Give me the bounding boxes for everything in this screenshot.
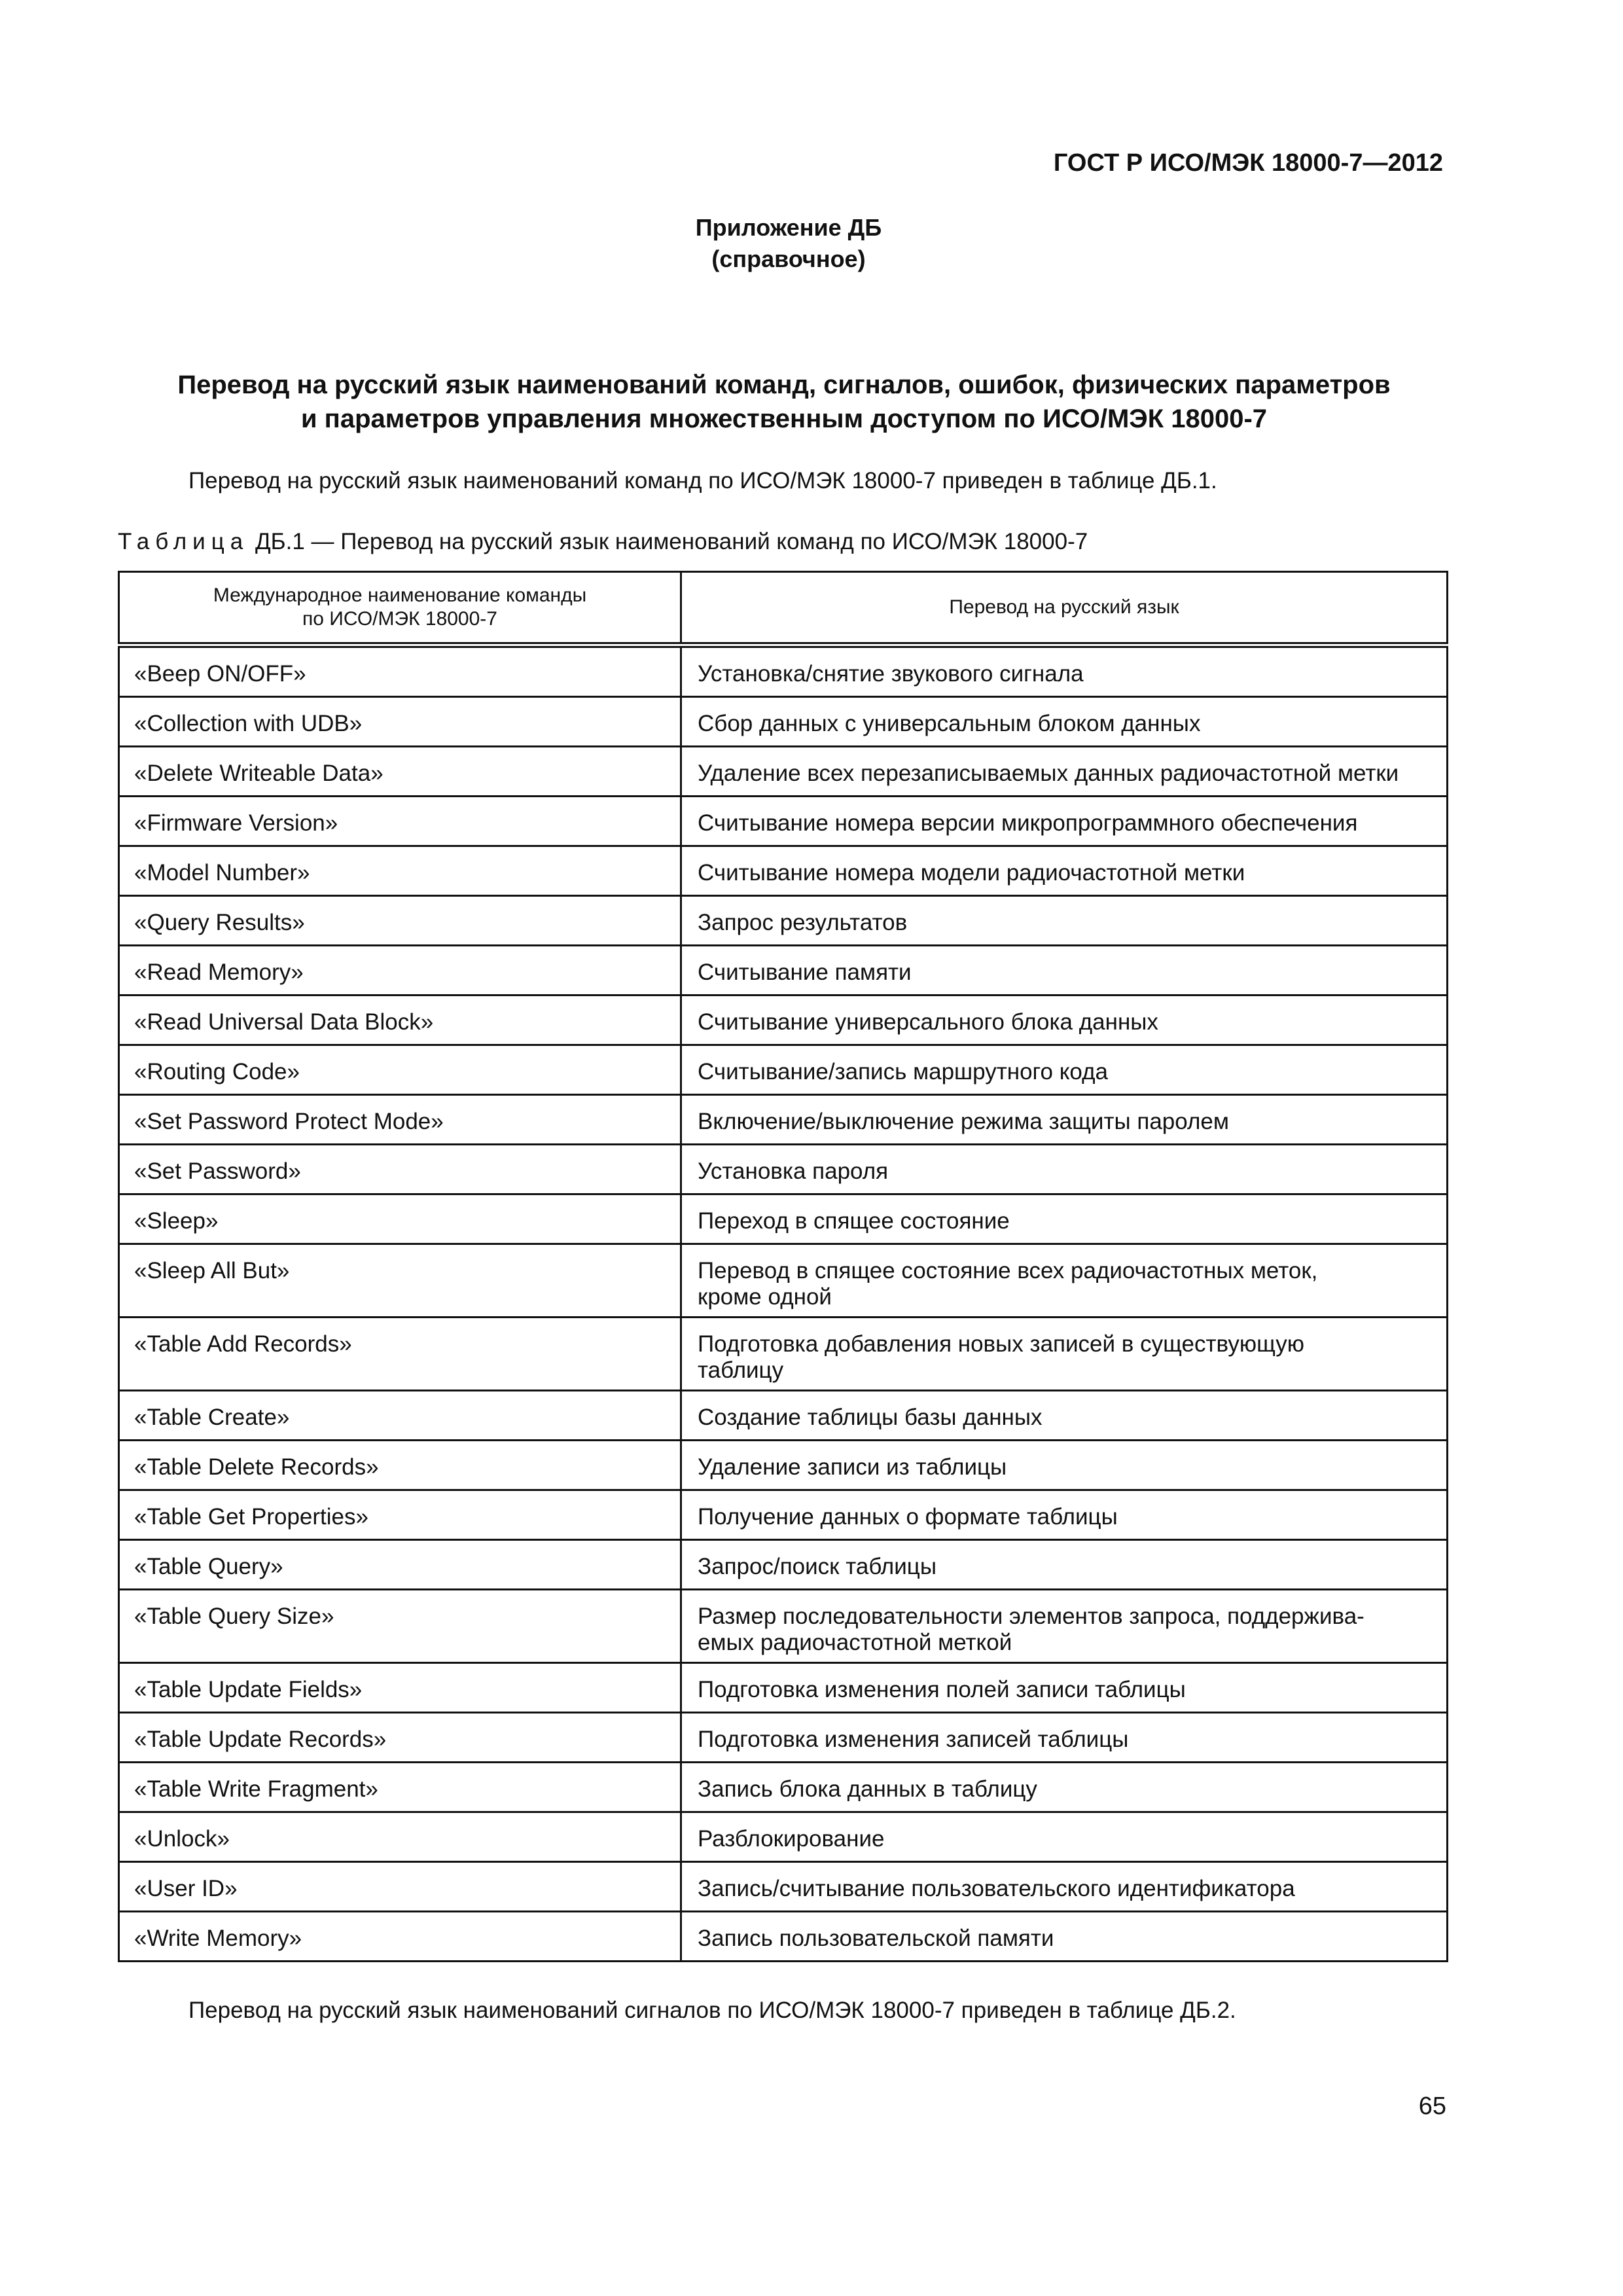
command-name-cell: «User ID» — [119, 1862, 681, 1912]
translation-line: Установка/снятие звукового сигнала — [698, 661, 1084, 687]
translation-line: Запрос результатов — [698, 910, 908, 935]
title-line-1: Перевод на русский язык наименований команд, сигналов, ошибок, физических параметров — [177, 370, 1391, 399]
table-row — [119, 1391, 1448, 1441]
translation-line-continued: таблицу — [698, 1357, 784, 1383]
table-row — [119, 1490, 1448, 1540]
translation-line: Считывание номера модели радиочастотной метки — [698, 860, 1245, 886]
translation-line: Считывание/запись маршрутного кода — [698, 1059, 1109, 1085]
translation-line: Подготовка добавления новых записей в существующую — [698, 1331, 1305, 1357]
command-translation-cell — [681, 1663, 1448, 1713]
command-name-cell: «Write Memory» — [119, 1912, 681, 1962]
command-translation-cell — [681, 1145, 1448, 1194]
table-row — [119, 697, 1448, 747]
command-name-cell: «Table Query» — [119, 1540, 681, 1590]
command-name-cell: «Query Results» — [119, 896, 681, 946]
command-translation-cell — [681, 1318, 1448, 1391]
command-translation-cell — [681, 1713, 1448, 1763]
table-row — [119, 797, 1448, 846]
command-name-cell: «Beep ON/OFF» — [119, 645, 681, 697]
translation-line: Разблокирование — [698, 1826, 885, 1852]
table-caption — [118, 529, 1088, 555]
command-name-cell: «Table Delete Records» — [119, 1441, 681, 1490]
command-name-cell: «Set Password Protect Mode» — [119, 1095, 681, 1145]
command-translation-cell — [681, 1045, 1448, 1095]
appendix-label: Приложение ДБ — [695, 214, 882, 241]
translation-line: Удаление записи из таблицы — [698, 1454, 1007, 1480]
command-name-cell: «Read Memory» — [119, 946, 681, 996]
table-row — [119, 1145, 1448, 1194]
command-translation-cell — [681, 797, 1448, 846]
command-translation-cell — [681, 1194, 1448, 1244]
command-name-cell: «Table Get Properties» — [119, 1490, 681, 1540]
translation-line: Запись/считывание пользовательского идентификатора — [698, 1876, 1295, 1901]
intro-paragraph: Перевод на русский язык наименований команд по ИСО/МЭК 18000-7 приведен в таблице ДБ.1. — [188, 468, 1217, 493]
translation-line-continued: емых радиочастотной меткой — [698, 1630, 1012, 1655]
table-row — [119, 1318, 1448, 1391]
table-row — [119, 645, 1448, 697]
command-translation-cell — [681, 697, 1448, 747]
document-code: ГОСТ Р ИСО/МЭК 18000-7—2012 — [1053, 149, 1443, 177]
table-row — [119, 1663, 1448, 1713]
translation-line-continued: кроме одной — [698, 1284, 832, 1310]
table-row — [119, 1045, 1448, 1095]
table-row — [119, 1862, 1448, 1912]
translation-line: Считывание памяти — [698, 960, 912, 985]
command-translation-cell — [681, 1540, 1448, 1590]
command-name-cell: «Sleep» — [119, 1194, 681, 1244]
table-header-row — [119, 572, 1448, 645]
command-translation-cell — [681, 1912, 1448, 1962]
translation-line: Установка пароля — [698, 1158, 889, 1184]
table-row — [119, 896, 1448, 946]
translation-line: Запрос/поиск таблицы — [698, 1554, 936, 1579]
closing-paragraph: Перевод на русский язык наименований сигналов по ИСО/МЭК 18000-7 приведен в таблице ДБ.2. — [188, 1998, 1236, 2023]
command-translation-cell — [681, 1812, 1448, 1862]
translation-line: Включение/выключение режима защиты паролем — [698, 1109, 1229, 1134]
table-row — [119, 1763, 1448, 1812]
table-caption-text: ДБ.1 — Перевод на русский язык наименований команд по ИСО/МЭК 18000-7 — [255, 529, 1088, 554]
table-row — [119, 1590, 1448, 1663]
command-translation-cell — [681, 1095, 1448, 1145]
command-translation-cell — [681, 1391, 1448, 1441]
command-name-cell: «Table Update Records» — [119, 1713, 681, 1763]
column-header-translation: Перевод на русский язык — [681, 572, 1448, 645]
translation-line: Размер последовательности элементов запроса, поддержива- — [698, 1604, 1364, 1629]
column-header-line-2: по ИСО/МЭК 18000-7 — [302, 608, 497, 630]
appendix-heading — [0, 212, 1577, 275]
translation-line: Считывание универсального блока данных — [698, 1009, 1158, 1035]
command-name-cell: «Table Query Size» — [119, 1590, 681, 1663]
command-translation-cell — [681, 996, 1448, 1045]
command-name-cell: «Unlock» — [119, 1812, 681, 1862]
command-name-cell: «Table Write Fragment» — [119, 1763, 681, 1812]
command-translation-cell — [681, 1244, 1448, 1318]
command-translation-cell — [681, 846, 1448, 896]
table-row — [119, 1441, 1448, 1490]
command-name-cell: «Routing Code» — [119, 1045, 681, 1095]
translation-line: Сбор данных с универсальным блоком данных — [698, 711, 1201, 736]
command-name-cell: «Delete Writeable Data» — [119, 747, 681, 797]
commands-table — [118, 571, 1448, 1962]
translation-line: Перевод в спящее состояние всех радиочастотных меток, — [698, 1258, 1318, 1283]
table-row — [119, 1812, 1448, 1862]
table-body — [119, 645, 1448, 1962]
command-translation-cell — [681, 747, 1448, 797]
command-name-cell: «Table Add Records» — [119, 1318, 681, 1391]
table-row — [119, 1095, 1448, 1145]
table-row — [119, 1540, 1448, 1590]
command-translation-cell — [681, 946, 1448, 996]
command-name-cell: «Set Password» — [119, 1145, 681, 1194]
translation-line: Считывание номера версии микропрограммного обеспечения — [698, 810, 1358, 836]
appendix-type: (справочное) — [711, 245, 866, 272]
table-row — [119, 1713, 1448, 1763]
command-name-cell: «Table Create» — [119, 1391, 681, 1441]
translation-line: Запись блока данных в таблицу — [698, 1776, 1037, 1802]
table-row — [119, 747, 1448, 797]
title-line-2: и параметров управления множественным доступом по ИСО/МЭК 18000-7 — [300, 404, 1268, 433]
table-row — [119, 1912, 1448, 1962]
page-number: 65 — [1418, 2092, 1446, 2120]
translation-line: Получение данных о формате таблицы — [698, 1504, 1118, 1530]
command-name-cell: «Collection with UDB» — [119, 697, 681, 747]
table-row — [119, 1194, 1448, 1244]
command-name-cell: «Read Universal Data Block» — [119, 996, 681, 1045]
translation-line: Удаление всех перезаписываемых данных радиочастотной метки — [698, 761, 1399, 786]
column-header-international-name — [119, 572, 681, 645]
command-translation-cell — [681, 645, 1448, 697]
translation-line: Запись пользовательской памяти — [698, 1926, 1054, 1951]
command-translation-cell — [681, 1490, 1448, 1540]
command-name-cell: «Sleep All But» — [119, 1244, 681, 1318]
table-row — [119, 846, 1448, 896]
translation-line: Подготовка изменения полей записи таблицы — [698, 1677, 1186, 1702]
table-row — [119, 1244, 1448, 1318]
table-caption-word: Таблица — [118, 529, 249, 554]
page-title — [0, 368, 1568, 436]
table-row — [119, 996, 1448, 1045]
translation-line: Создание таблицы базы данных — [698, 1405, 1043, 1430]
column-header-line-1: Международное наименование команды — [213, 584, 587, 606]
command-name-cell: «Table Update Fields» — [119, 1663, 681, 1713]
command-name-cell: «Firmware Version» — [119, 797, 681, 846]
command-translation-cell — [681, 896, 1448, 946]
translation-line: Переход в спящее состояние — [698, 1208, 1010, 1234]
command-translation-cell — [681, 1862, 1448, 1912]
table-row — [119, 946, 1448, 996]
command-name-cell: «Model Number» — [119, 846, 681, 896]
command-translation-cell — [681, 1441, 1448, 1490]
command-translation-cell — [681, 1590, 1448, 1663]
command-translation-cell — [681, 1763, 1448, 1812]
translation-line: Подготовка изменения записей таблицы — [698, 1727, 1129, 1752]
